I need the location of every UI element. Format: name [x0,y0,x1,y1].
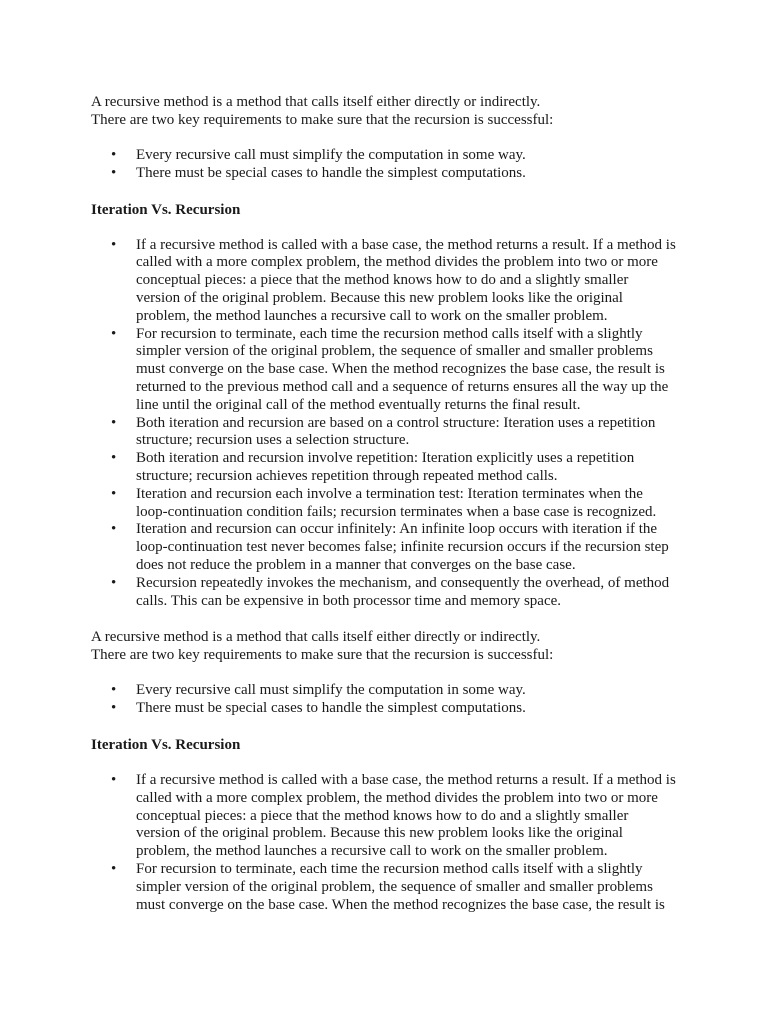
blank-line [91,718,691,736]
list-item-text: calls. This can be expensive in both processor time and memory space. [136,592,562,609]
list-item [91,415,691,451]
blank-line [91,914,691,932]
list-item [91,486,691,522]
bullet-icon: • [111,236,117,253]
document-page [91,93,691,932]
intro-paragraph [91,628,691,664]
list-item-text: Recursion repeatedly invokes the mechanism, and consequently the overhead, of method [136,574,670,591]
blank-line [91,754,691,772]
intro-line: A recursive method is a method that calls itself either directly or indirectly. [91,629,541,646]
list-item-text: Every recursive call must simplify the computation in some way. [136,682,526,699]
bullet-icon: • [111,771,117,788]
list-item [91,326,691,415]
list-item-text: simpler version of the original problem, the sequence of smaller and smaller problems [136,878,653,895]
list-item-text: For recursion to terminate, each time the recursion method calls itself with a slightly [136,860,643,877]
intro-line: There are two key requirements to make sure that the recursion is successful: [91,112,554,128]
list-item-text: problem, the method launches a recursive call to work on the smaller problem. [136,307,608,324]
intro-line: There are two key requirements to make sure that the recursion is successful: [91,647,554,664]
bullet-icon: • [111,164,117,181]
list-item [91,165,691,183]
list-item-text: There must be special cases to handle the simplest computations. [136,164,526,181]
bullet-icon: • [111,682,117,699]
bullet-icon: • [111,325,117,342]
list-item [91,772,691,861]
list-item-text: simpler version of the original problem, the sequence of smaller and smaller problems [136,343,653,360]
blank-line [91,129,691,147]
requirements-list [91,147,691,183]
bullet-icon: • [111,414,117,431]
blank-line [91,183,691,201]
bullet-icon: • [111,147,117,163]
list-item-text: Iteration and recursion can occur infinitely: An infinite loop occurs with iteration if the [136,521,658,538]
comparison-list [91,772,691,914]
list-item [91,450,691,486]
list-item-text: Every recursive call must simplify the computation in some way. [136,147,526,163]
list-item-text: Iteration and recursion each involve a termination test: Iteration terminates when the [136,485,643,502]
list-item-text: conceptual pieces: a piece that the method knows how to do and a slightly smaller [136,272,629,289]
list-item-text: Both iteration and recursion involve repetition: Iteration explicitly uses a repetition [136,450,635,467]
intro-paragraph [91,93,691,129]
list-item-text: version of the original problem. Because this new problem looks like the original [136,825,623,842]
list-item [91,237,691,326]
blank-line [91,610,691,628]
section-heading: Iteration Vs. Recursion [91,736,241,753]
list-item-text: conceptual pieces: a piece that the method knows how to do and a slightly smaller [136,807,629,824]
list-item [91,521,691,574]
list-item-text: structure; recursion achieves repetition through repeated method calls. [136,467,558,484]
bullet-icon: • [111,485,117,502]
list-item [91,861,691,914]
bullet-icon: • [111,574,117,591]
list-item [91,682,691,700]
list-item-text: returned to the previous method call and a sequence of returns ensures all the way up the [136,378,669,395]
list-item-text: problem, the method launches a recursive call to work on the smaller problem. [136,843,608,860]
list-item-text: must converge on the base case. When the method recognizes the base case, the result is [136,361,665,378]
blank-line [91,664,691,682]
list-item-text: There must be special cases to handle the simplest computations. [136,700,526,717]
comparison-list [91,237,691,611]
list-item-text: loop-continuation test never becomes false; infinite recursion occurs if the recursion step [136,539,669,556]
intro-line: A recursive method is a method that calls itself either directly or indirectly. [91,94,541,110]
blank-line [91,219,691,237]
list-item-text: called with a more complex problem, the method divides the problem into two or more [136,789,658,806]
list-item-text: must converge on the base case. When the method recognizes the base case, the result is [136,896,665,913]
list-item [91,700,691,718]
list-item-text: Both iteration and recursion are based on a control structure: Iteration uses a repetition [136,414,656,431]
list-item-text: If a recursive method is called with a base case, the method returns a result. If a method is [136,771,676,788]
list-item-text: For recursion to terminate, each time the recursion method calls itself with a slightly [136,325,643,342]
list-item-text: line until the original call of the method eventually returns the final result. [136,396,581,413]
list-item [91,147,691,165]
list-item-text: If a recursive method is called with a base case, the method returns a result. If a method is [136,236,676,253]
list-item-text: loop-continuation condition fails; recursion terminates when a base case is recognized. [136,503,657,520]
bullet-icon: • [111,860,117,877]
section-heading: Iteration Vs. Recursion [91,201,241,218]
list-item [91,575,691,611]
list-item-text: does not reduce the problem in a manner that converges on the base case. [136,556,576,573]
list-item-text: version of the original problem. Because this new problem looks like the original [136,289,623,306]
bullet-icon: • [111,450,117,467]
list-item-text: called with a more complex problem, the method divides the problem into two or more [136,254,658,271]
bullet-icon: • [111,700,117,717]
bullet-icon: • [111,521,117,538]
list-item-text: structure; recursion uses a selection structure. [136,432,410,449]
requirements-list [91,682,691,718]
